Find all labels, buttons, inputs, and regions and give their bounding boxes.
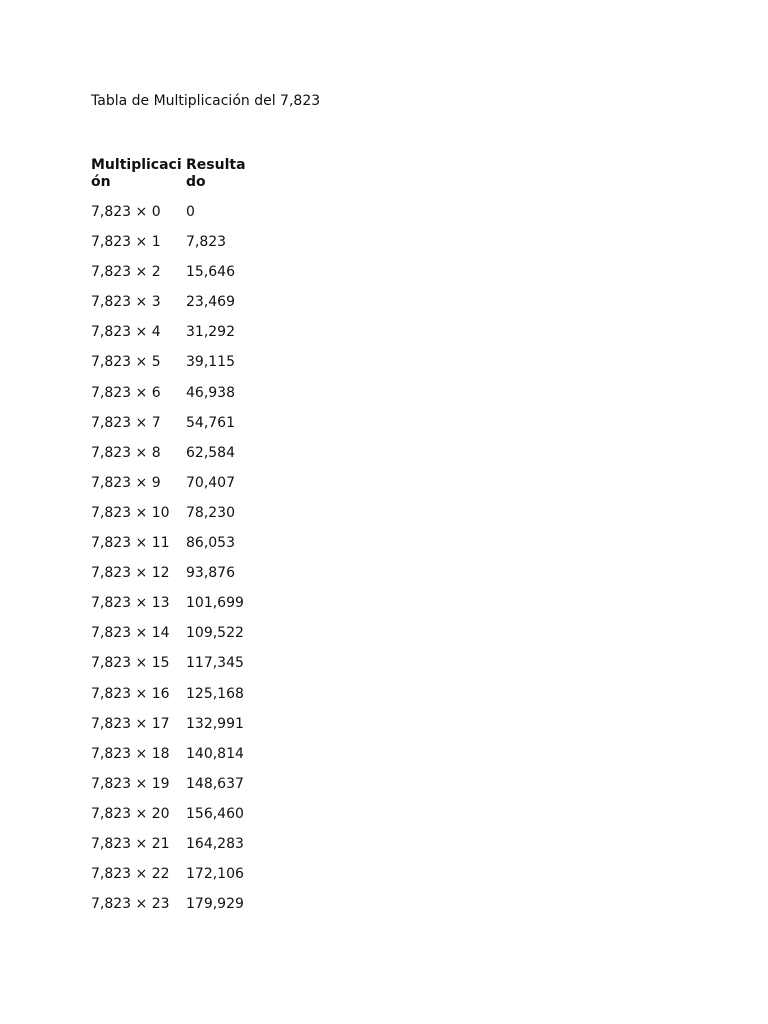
- result-cell: 125,168: [186, 685, 244, 702]
- header-result-part-2: do: [186, 174, 206, 190]
- multiplication-cell: 7,823 × 15: [91, 655, 170, 672]
- table-row: [91, 739, 256, 769]
- table-header-row: [91, 157, 256, 197]
- table-row: [91, 197, 256, 227]
- multiplication-cell: 7,823 × 22: [91, 866, 170, 883]
- multiplication-cell: 7,823 × 3: [91, 294, 161, 311]
- table-row: [91, 618, 256, 648]
- table-row: [91, 588, 256, 618]
- result-cell: 0: [186, 204, 195, 220]
- table-row: [91, 889, 256, 919]
- table-row: [91, 287, 256, 317]
- header-result: [186, 157, 256, 197]
- result-cell: 140,814: [186, 745, 244, 762]
- header-result-part-1: Resulta: [186, 157, 246, 173]
- page-title: Tabla de Multiplicación del 7,823: [91, 93, 321, 109]
- multiplication-cell: 7,823 × 0: [91, 204, 161, 220]
- result-cell: 86,053: [186, 535, 235, 552]
- table-row: [91, 438, 256, 468]
- multiplication-cell: 7,823 × 20: [91, 805, 170, 822]
- multiplication-cell: 7,823 × 23: [91, 896, 170, 913]
- table-row: [91, 769, 256, 799]
- table-row: [91, 859, 256, 889]
- multiplication-cell: 7,823 × 9: [91, 474, 161, 491]
- multiplication-cell: 7,823 × 12: [91, 565, 170, 582]
- table-body: [91, 197, 256, 919]
- table-row: [91, 408, 256, 438]
- table-row: [91, 257, 256, 287]
- table-row: [91, 829, 256, 859]
- result-cell: 109,522: [186, 625, 244, 642]
- result-cell: 172,106: [186, 866, 244, 883]
- result-cell: 117,345: [186, 655, 244, 672]
- result-cell: 164,283: [186, 835, 244, 852]
- table-row: [91, 648, 256, 678]
- multiplication-cell: 7,823 × 21: [91, 835, 170, 852]
- table-row: [91, 378, 256, 408]
- result-cell: 156,460: [186, 805, 244, 822]
- multiplication-cell: 7,823 × 10: [91, 504, 170, 521]
- multiplication-cell: 7,823 × 19: [91, 775, 170, 792]
- multiplication-cell: 7,823 × 2: [91, 264, 161, 281]
- table-row: [91, 528, 256, 558]
- multiplication-cell: 7,823 × 4: [91, 324, 161, 341]
- table-row: [91, 558, 256, 588]
- multiplication-cell: 7,823 × 18: [91, 745, 170, 762]
- table-row: [91, 799, 256, 829]
- multiplication-cell: 7,823 × 14: [91, 625, 170, 642]
- result-cell: 62,584: [186, 444, 235, 461]
- multiplication-cell: 7,823 × 17: [91, 715, 170, 732]
- table-row: [91, 498, 256, 528]
- multiplication-cell: 7,823 × 16: [91, 685, 170, 702]
- result-cell: 54,761: [186, 414, 235, 431]
- result-cell: 179,929: [186, 896, 244, 913]
- result-cell: 148,637: [186, 775, 244, 792]
- result-cell: 39,115: [186, 354, 235, 371]
- result-cell: 101,699: [186, 595, 244, 612]
- multiplication-cell: 7,823 × 5: [91, 354, 161, 371]
- header-multiplication-part-2: ón: [91, 174, 111, 190]
- result-cell: 70,407: [186, 474, 235, 491]
- multiplication-cell: 7,823 × 13: [91, 595, 170, 612]
- result-cell: 23,469: [186, 294, 235, 311]
- header-multiplication-part-1: Multiplicaci: [91, 157, 182, 173]
- multiplication-table: [91, 157, 256, 919]
- result-cell: 132,991: [186, 715, 244, 732]
- table-row: [91, 709, 256, 739]
- multiplication-cell: 7,823 × 8: [91, 444, 161, 461]
- result-cell: 78,230: [186, 504, 235, 521]
- result-cell: 93,876: [186, 565, 235, 582]
- multiplication-cell: 7,823 × 1: [91, 234, 161, 251]
- multiplication-cell: 7,823 × 7: [91, 414, 161, 431]
- table-row: [91, 347, 256, 377]
- result-cell: 15,646: [186, 264, 235, 281]
- result-cell: 46,938: [186, 384, 235, 401]
- multiplication-cell: 7,823 × 6: [91, 384, 161, 401]
- table-row: [91, 317, 256, 347]
- table-row: [91, 468, 256, 498]
- table-row: [91, 679, 256, 709]
- multiplication-table-container: [91, 157, 256, 919]
- table-row: [91, 227, 256, 257]
- result-cell: 7,823: [186, 234, 227, 251]
- multiplication-cell: 7,823 × 11: [91, 535, 170, 552]
- result-cell: 31,292: [186, 324, 235, 341]
- header-multiplication: [91, 157, 186, 197]
